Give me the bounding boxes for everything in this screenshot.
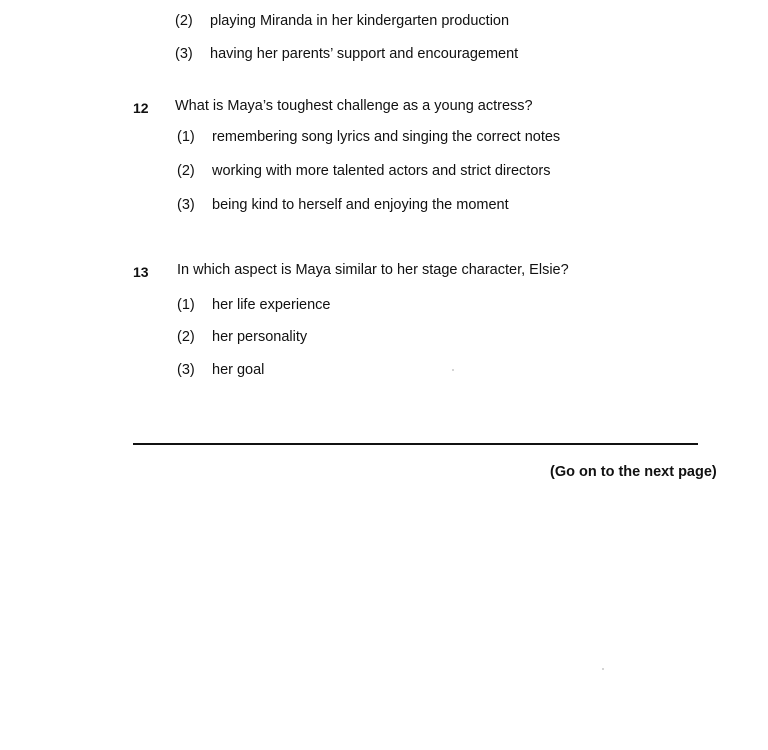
scan-speck <box>452 369 454 371</box>
option-number: (1) <box>177 297 195 313</box>
option-text: remembering song lyrics and singing the correct notes <box>212 129 561 145</box>
option-text: working with more talented actors and strict directors <box>212 163 551 179</box>
option-text: her goal <box>212 362 265 378</box>
next-page-note: (Go on to the next page) <box>550 464 717 480</box>
option-text: her life experience <box>212 297 331 313</box>
question-13-number: 13 <box>133 264 149 280</box>
option-number: (1) <box>177 129 195 145</box>
section-divider <box>133 443 698 445</box>
scan-speck <box>602 668 604 670</box>
option-text: being kind to herself and enjoying the moment <box>212 197 509 213</box>
question-13-text: In which aspect is Maya similar to her stage character, Elsie? <box>177 262 569 278</box>
option-number: (3) <box>177 362 195 378</box>
option-number: (2) <box>175 13 193 29</box>
question-12-text: What is Maya’s toughest challenge as a young actress? <box>175 98 533 114</box>
question-12-number: 12 <box>133 100 149 116</box>
option-number: (2) <box>177 329 195 345</box>
option-number: (2) <box>177 163 195 179</box>
option-text: having her parents’ support and encouragement <box>210 46 519 62</box>
option-number: (3) <box>175 46 193 62</box>
option-text: her personality <box>212 329 308 345</box>
option-number: (3) <box>177 197 195 213</box>
option-text: playing Miranda in her kindergarten production <box>210 13 510 29</box>
